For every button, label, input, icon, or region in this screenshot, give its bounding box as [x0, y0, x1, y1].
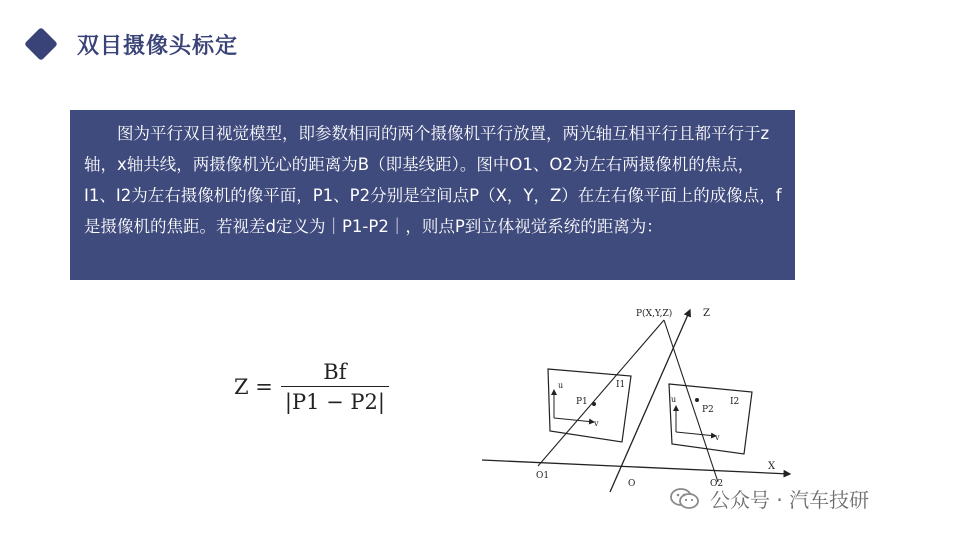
- formula-denominator: |P1 − P2|: [281, 386, 389, 414]
- label-x: X: [768, 461, 776, 472]
- label-u1: u: [558, 381, 564, 390]
- label-i1: I1: [616, 380, 626, 390]
- label-o: O: [628, 479, 636, 489]
- wechat-icon: [670, 487, 700, 511]
- formula-lhs: Z =: [234, 375, 273, 399]
- label-p2: P2: [702, 405, 714, 415]
- title-diamond-icon: [24, 27, 58, 61]
- label-u2: u: [671, 395, 677, 404]
- distance-formula: [234, 360, 389, 414]
- label-o1: O1: [536, 471, 550, 481]
- right-image-plane: [669, 384, 752, 454]
- slide-title: 双目摄像头标定: [77, 34, 239, 59]
- description-text: 图为平行双目视觉模型，即参数相同的两个摄像机平行放置，两光轴互相平行且都平行于z轴，x轴共线，两摄像机光心的距离为B（即基线距）。图中O1、O2为左右两摄像机的焦点，I1、I2为左右摄像机的像平面，P1、P2分别是空间点P（X，Y，Z）在左右像平面上的成像点，f是摄像机的焦距。若视差d定义为｜P1-P2｜，则点P到立体视觉系统的距离为：: [84, 124, 782, 236]
- label-z: Z: [703, 308, 710, 319]
- point-p2: [695, 398, 699, 402]
- label-v1: v: [594, 419, 599, 428]
- left-v-axis: [554, 418, 594, 422]
- z-axis: [610, 310, 690, 492]
- label-v2: v: [715, 433, 720, 442]
- label-p1: P1: [576, 397, 588, 407]
- label-i2: I2: [730, 397, 740, 407]
- point-p1: [592, 402, 596, 406]
- stereo-camera-diagram: [478, 296, 798, 516]
- x-axis: [482, 460, 790, 474]
- right-v-axis: [676, 432, 716, 436]
- ray-left: [538, 320, 664, 466]
- label-o2: O2: [710, 479, 724, 489]
- watermark: [670, 484, 869, 513]
- watermark-text: 公众号 · 汽车技研: [710, 488, 870, 512]
- label-p: P(X,Y,Z): [636, 309, 673, 319]
- description-box: [70, 110, 795, 280]
- formula-numerator: Bf: [323, 360, 347, 384]
- formula-fraction: [281, 360, 389, 414]
